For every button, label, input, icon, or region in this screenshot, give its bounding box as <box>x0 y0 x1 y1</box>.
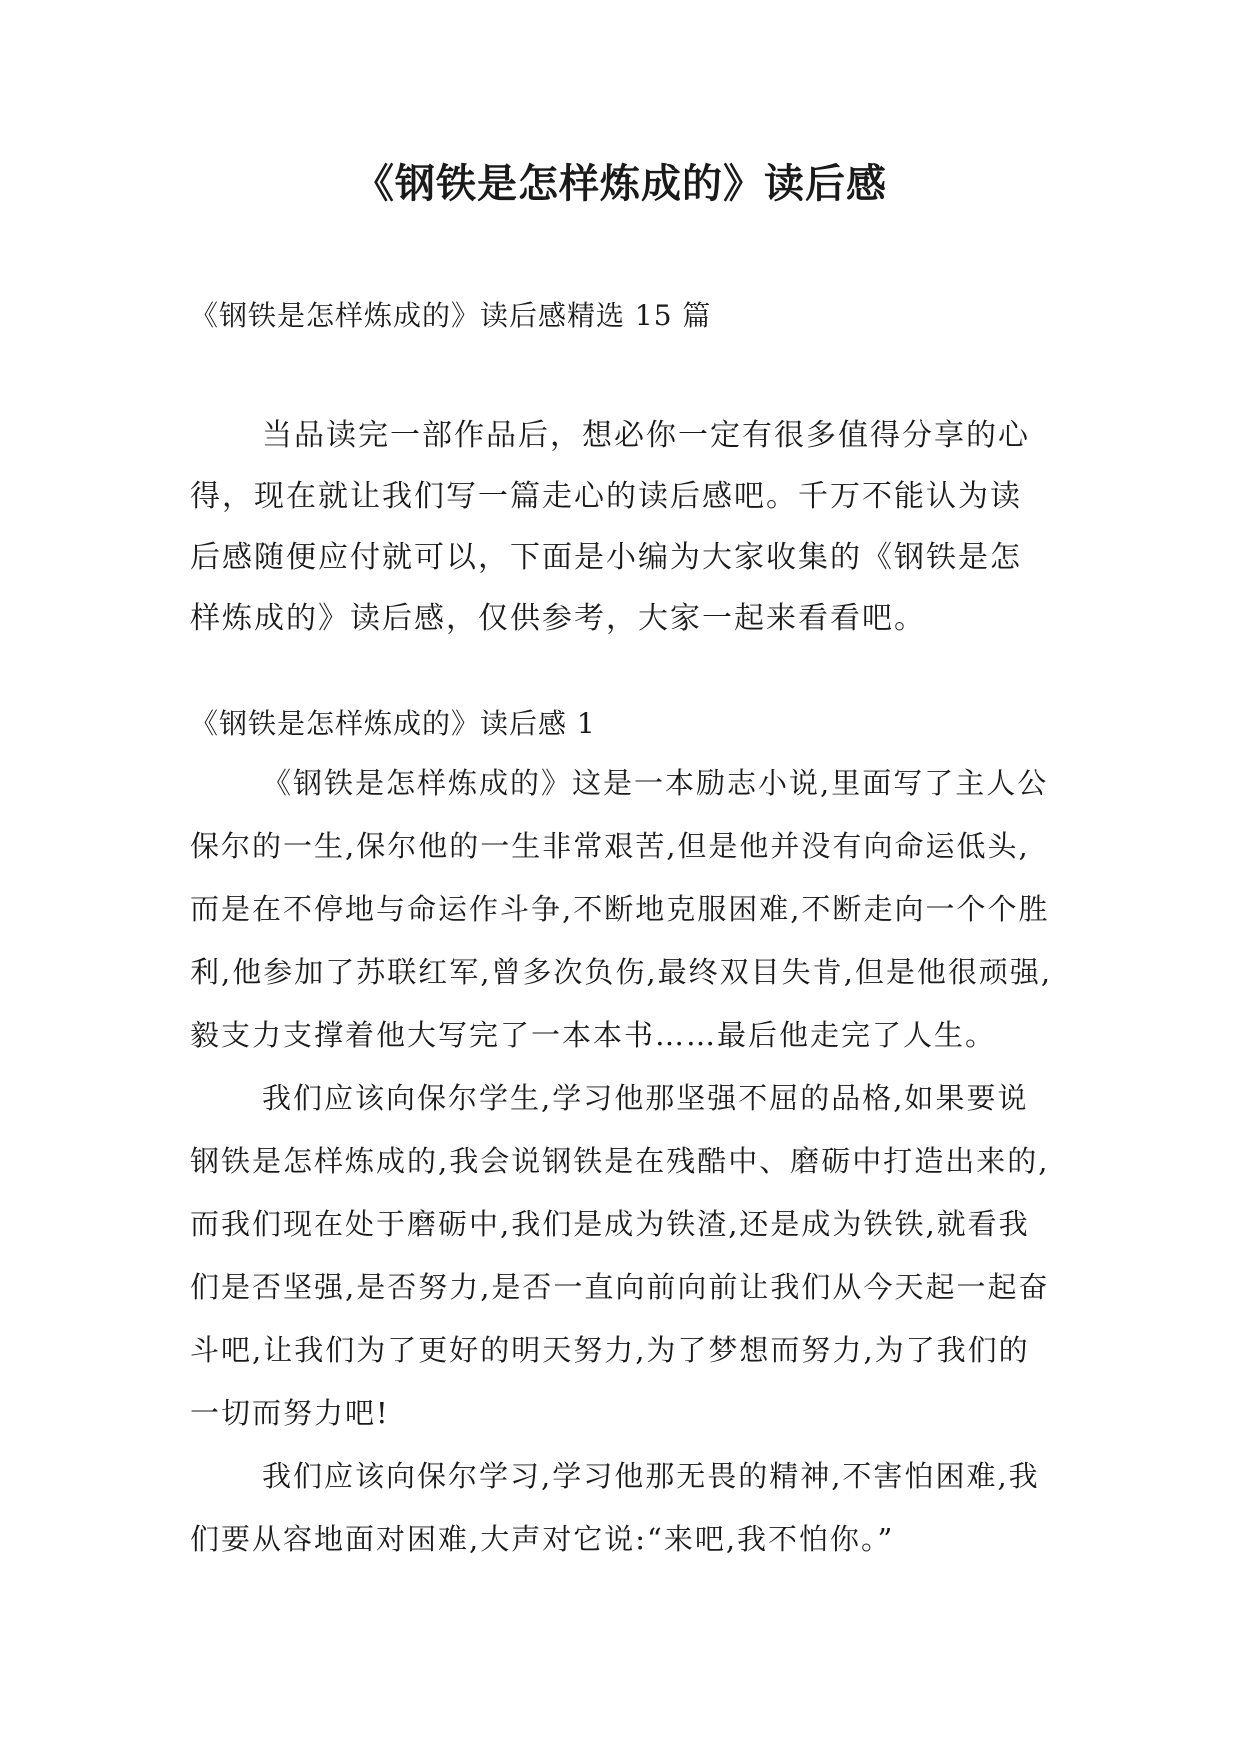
section-body <box>190 752 1054 1571</box>
document-subtitle: 《钢铁是怎样炼成的》读后感精选 15 篇 <box>190 299 712 332</box>
body-paragraph-2: 我们应该向保尔学生,学习他那坚强不屈的品格,如果要说钢铁是怎样炼成的,我会说钢铁是在残酷中、磨砺中打造出来的,而我们现在处于磨砺中,我们是成为铁渣,还是成为铁铁,就看我们是否坚强,是否努力,是否一直向前向前让我们从今天起一起奋斗吧,让我们为了更好的明天努力,为了梦想而努力,为了我们的一切而努力吧! <box>190 1081 1050 1430</box>
body-paragraph-3: 我们应该向保尔学习,学习他那无畏的精神,不害怕困难,我们要从容地面对困难,大声对它说:“来吧,我不怕你。” <box>190 1459 1040 1556</box>
intro-paragraph: 当品读完一部作品后，想必你一定有很多值得分享的心得，现在就让我们写一篇走心的读后感吧。千万不能认为读后感随便应付就可以，下面是小编为大家收集的《钢铁是怎样炼成的》读后感，仅供参考，大家一起来看看吧。 <box>190 418 1030 636</box>
body-paragraph-1: 《钢铁是怎样炼成的》这是一本励志小说,里面写了主人公保尔的一生,保尔他的一生非常艰苦,但是他并没有向命运低头,而是在不停地与命运作斗争,不断地克服困难,不断走向一个个胜利,他参加了苏联红军,曾多次负伤,最终双目失肯,但是他很顽强,毅支力支撑着他大写完了一本本书……最后他走完了人生。 <box>190 766 1053 1052</box>
section-heading: 《钢铁是怎样炼成的》读后感 1 <box>190 707 596 740</box>
document-title: 《钢铁是怎样炼成的》读后感 <box>354 160 887 207</box>
